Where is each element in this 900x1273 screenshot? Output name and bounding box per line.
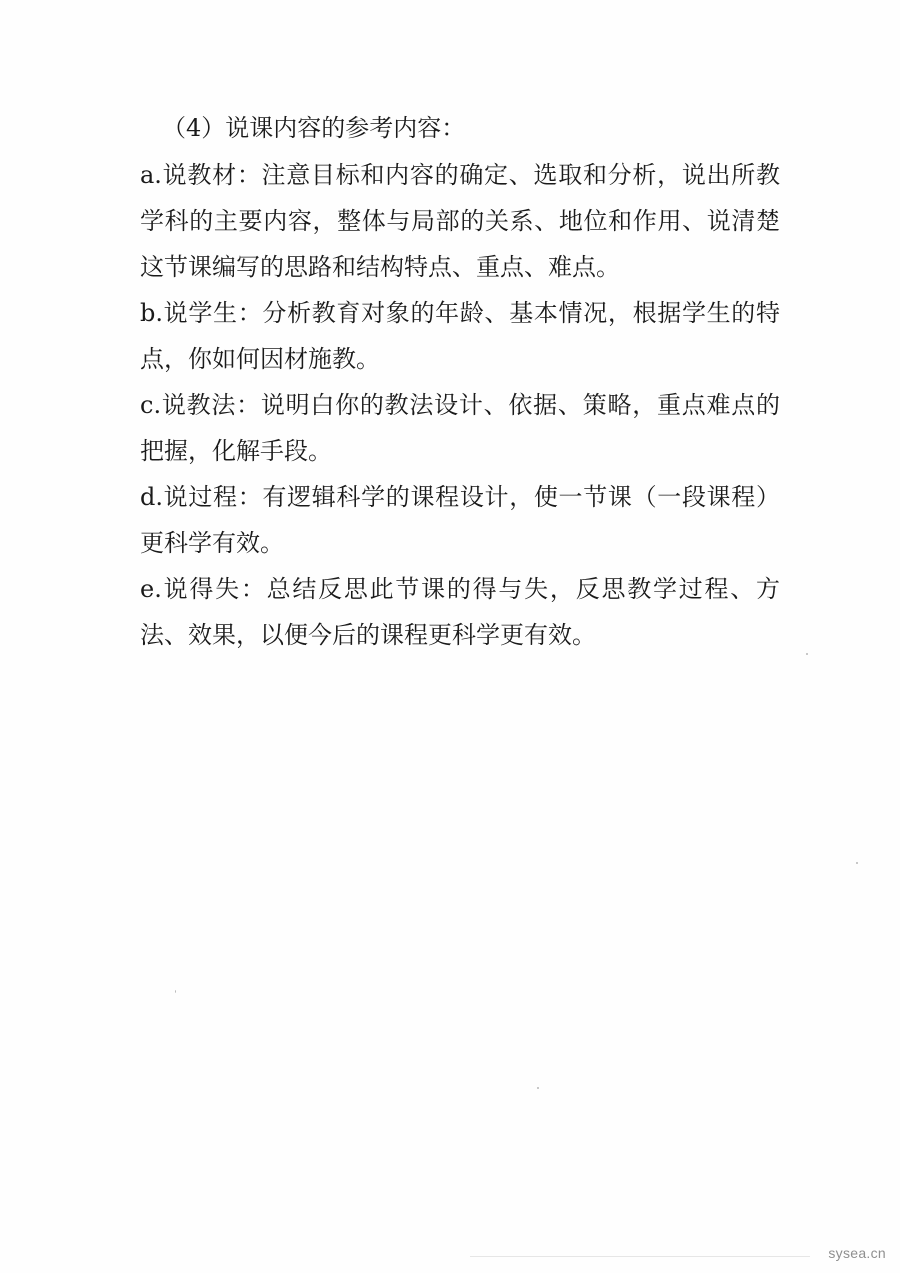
list-item-d: d.说过程：有逻辑科学的课程设计，使一节课（一段课程）更科学有效。 [140,483,780,557]
scan-speck [175,990,176,993]
watermark: sysea.cn [828,1245,886,1261]
scan-speck [856,862,858,864]
scan-speck [806,653,808,655]
list-item-a: a.说教材：注意目标和内容的确定、选取和分析，说出所教学科的主要内容，整体与局部的关系、地位和作用、说清楚这节课编写的思路和结构特点、重点、难点。 [140,161,780,281]
list-item-b: b.说学生：分析教育对象的年龄、基本情况，根据学生的特点，你如何因材施教。 [140,299,780,373]
document-body [140,104,780,658]
list-item-c: c.说教法：说明白你的教法设计、依据、策略，重点难点的把握，化解手段。 [140,391,780,465]
list-item-e: e.说得失：总结反思此节课的得与失，反思教学过程、方法、效果，以便今后的课程更科学更有效。 [140,575,780,649]
section-heading: （4）说课内容的参考内容： [162,114,466,142]
scan-edge-line [470,1256,810,1257]
scan-speck [537,1087,539,1089]
